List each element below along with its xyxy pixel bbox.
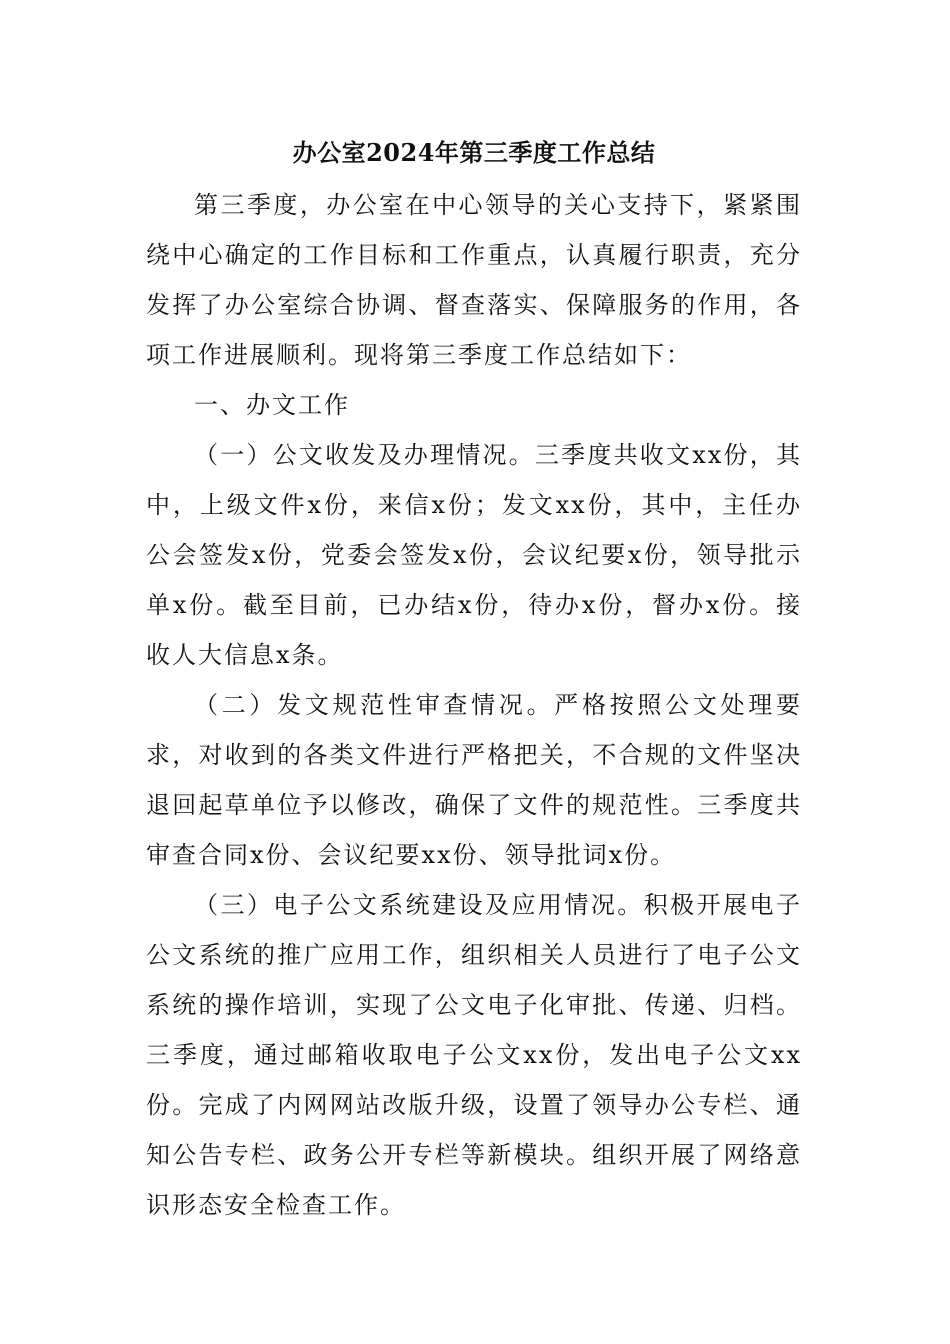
paragraph-e-doc-system: （三）电子公文系统建设及应用情况。积极开展电子公文系统的推广应用工作，组织相关人员进行了电子公文系统的操作培训，实现了公文电子化审批、传递、归档。三季度，通过邮箱收取电子公文xx份，发出电子公文xx份。完成了内网网站改版升级，设置了领导办公专栏、通知公告专栏、政务公开专栏等新模块。组织开展了网络意识形态安全检查工作。 <box>146 891 802 1219</box>
paragraph-doc-review: （二）发文规范性审查情况。严格按照公文处理要求，对收到的各类文件进行严格把关，不合规的文件坚决退回起草单位予以修改，确保了文件的规范性。三季度共审查合同x份、会议纪要xx份、领导批词x份。 <box>146 691 802 869</box>
section-heading-office-docs: 一、办文工作 <box>194 391 350 419</box>
document-page <box>146 133 802 1230</box>
paragraph-doc-handling: （一）公文收发及办理情况。三季度共收文xx份，其中，上级文件x份，来信x份；发文xx份，其中，主任办公会签发x份，党委会签发x份，会议纪要x份，领导批示单x份。截至目前，已办结x份，待办x份，督办x份。接收人大信息x条。 <box>146 441 802 669</box>
paragraph-intro: 第三季度，办公室在中心领导的关心支持下，紧紧围绕中心确定的工作目标和工作重点，认真履行职责，充分发挥了办公室综合协调、督查落实、保障服务的作用，各项工作进展顺利。现将第三季度工作总结如下： <box>146 191 802 369</box>
document-title: 办公室2024年第三季度工作总结 <box>292 138 656 167</box>
